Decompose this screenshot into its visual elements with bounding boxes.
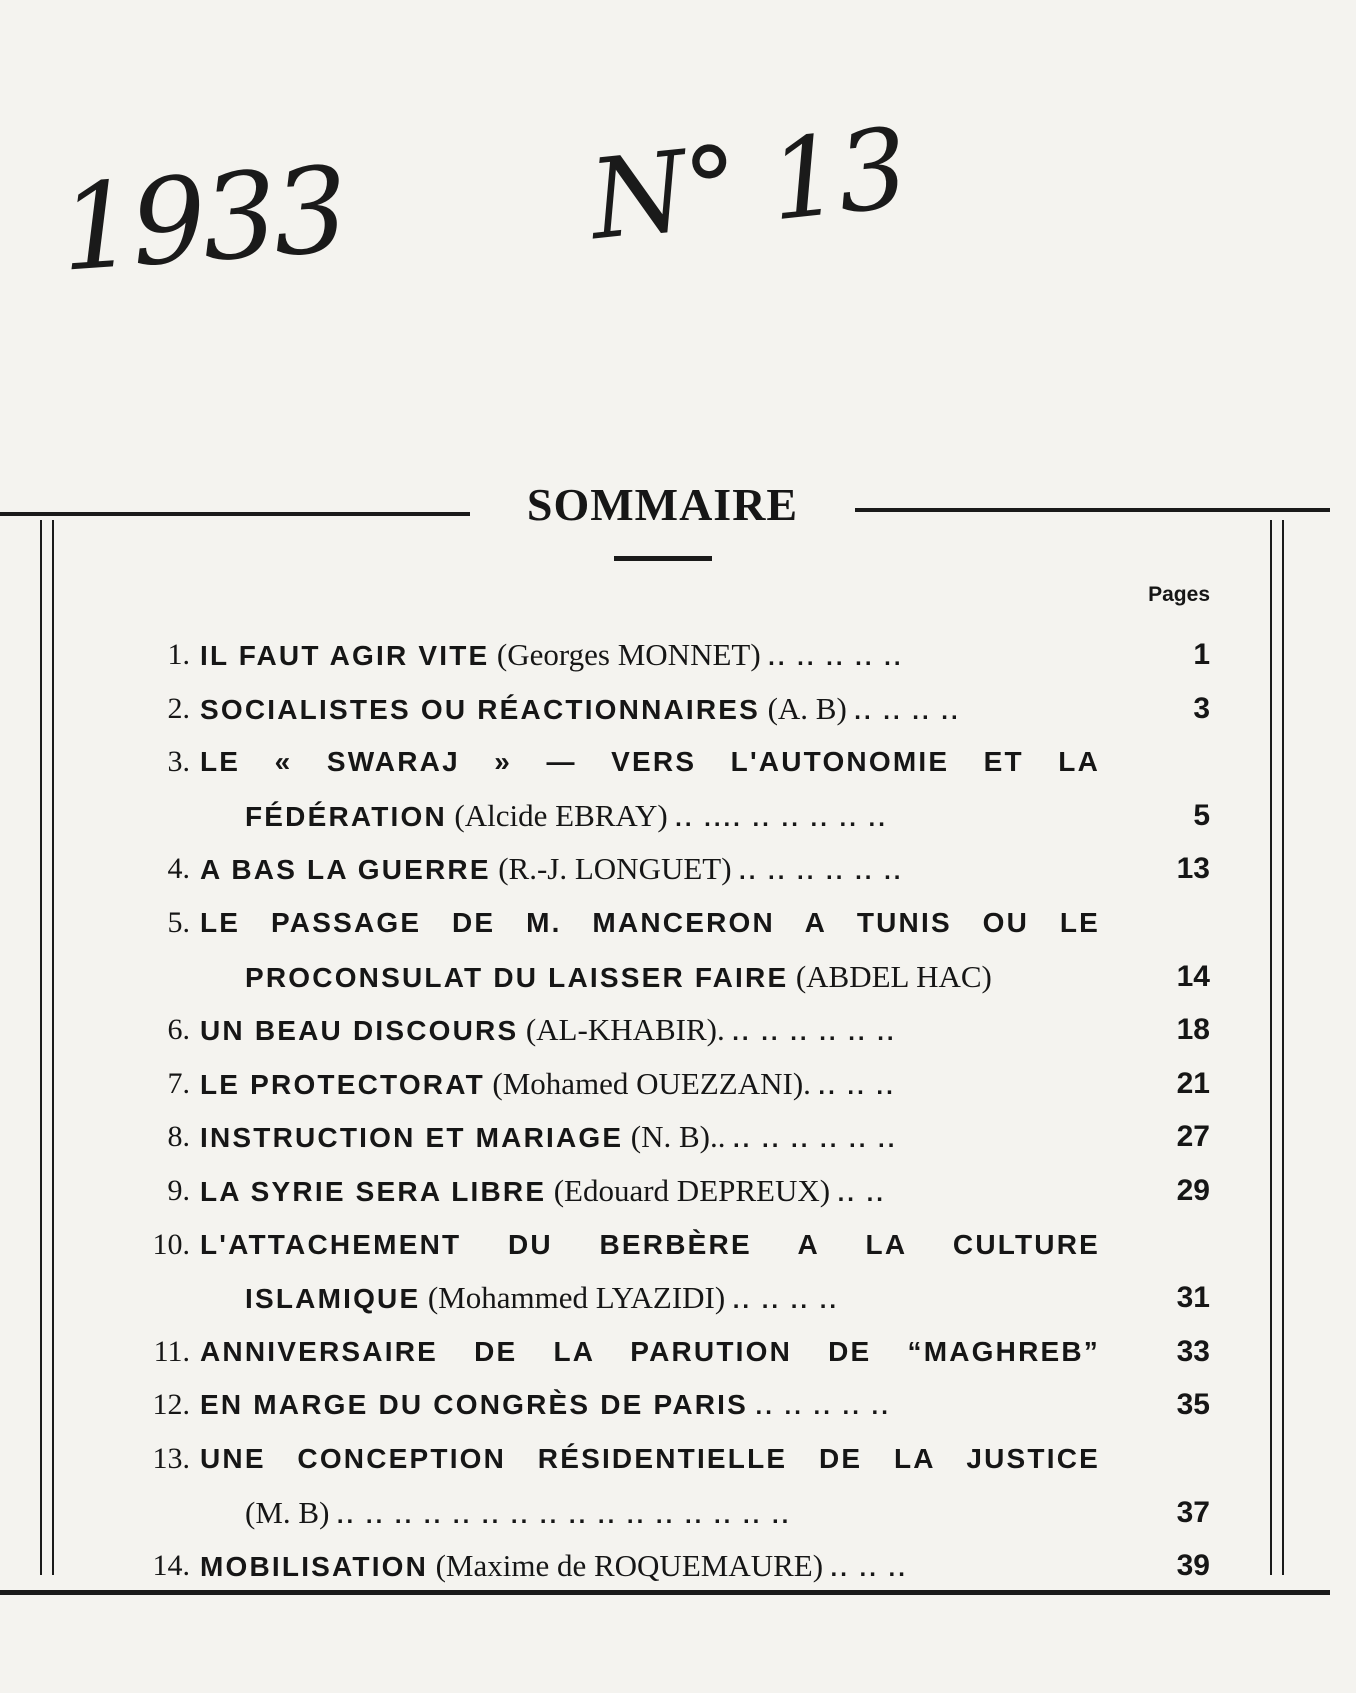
entry-body: [200, 628, 1100, 682]
left-border-outer: [40, 520, 42, 1575]
entry-number: 4.: [167, 852, 190, 886]
entry-number: 13.: [152, 1441, 190, 1475]
entry-body: [200, 896, 1100, 1003]
leader-dots: .. .. .. .. .. .. .. .. .. .. .. .. .. .. .. ..: [336, 1501, 792, 1529]
toc-entry: [120, 1110, 1210, 1164]
handwritten-year: 1933: [55, 140, 349, 298]
title-underline: [614, 556, 712, 561]
entry-body: [200, 1539, 1100, 1593]
table-of-contents: [120, 628, 1210, 1593]
entry-body: [200, 842, 1100, 896]
entry-page: 5: [1193, 798, 1210, 832]
entry-author: (Georges MONNET): [496, 637, 761, 672]
left-border-inner: [52, 520, 54, 1575]
entry-body: [200, 1378, 1100, 1432]
entry-title-line1: LE « SWARAJ » — VERS L'AUTONOMIE ET LA: [200, 746, 1100, 778]
entry-author: (N. B)..: [630, 1119, 726, 1155]
toc-entry: [120, 1378, 1210, 1432]
entry-body: [200, 1164, 1100, 1218]
entry-body: [200, 1325, 1100, 1379]
leader-dots: .. .. .. .. .. ..: [739, 858, 904, 886]
entry-page: 31: [1176, 1281, 1210, 1315]
leader-dots: .. .. .. .. ..: [768, 644, 904, 671]
entry-author: (A. B): [767, 690, 847, 726]
toc-entry: [120, 896, 1210, 1003]
entry-page: 27: [1176, 1120, 1210, 1154]
leader-dots: .. .. .. ..: [732, 1287, 840, 1315]
leader-dots: .. .... .. .. .. .. ..: [675, 804, 888, 832]
entry-number: 3.: [167, 745, 190, 779]
toc-entry: [120, 1218, 1210, 1325]
leader-dots: .. .. ..: [830, 1555, 908, 1583]
entry-page: 33: [1176, 1334, 1210, 1368]
entry-number: 1.: [167, 638, 190, 671]
entry-author: (Mohammed LYAZIDI): [427, 1280, 726, 1316]
entry-title-line1: LE PASSAGE DE M. MANCERON A TUNIS OU LE: [200, 906, 1100, 938]
entry-number: 2.: [167, 691, 190, 725]
entry-number: 9.: [167, 1173, 190, 1207]
entry-number: 7.: [167, 1066, 190, 1100]
entry-author: (Edouard DEPREUX): [553, 1172, 831, 1208]
entry-body: [200, 1432, 1100, 1539]
entry-author: (Mohamed OUEZZANI).: [492, 1065, 811, 1101]
leader-dots: .. .. .. .. ..: [755, 1393, 891, 1421]
entry-title: IL FAUT AGIR VITE: [200, 640, 490, 671]
entry-page: 1: [1193, 638, 1210, 671]
title-rule-right: [855, 508, 1330, 512]
entry-number: 10.: [152, 1227, 190, 1261]
leader-dots: .. .. .. ..: [854, 697, 961, 725]
toc-entry: [120, 735, 1210, 842]
entry-title-line2: FÉDÉRATION: [245, 800, 447, 832]
title-rule-left: [0, 512, 470, 516]
entry-author: (Maxime de ROQUEMAURE): [435, 1548, 824, 1584]
toc-entry: [120, 1003, 1210, 1057]
entry-number: 6.: [167, 1013, 190, 1047]
entry-page: 13: [1176, 852, 1210, 886]
entry-title: UN BEAU DISCOURS: [200, 1015, 519, 1047]
entry-page: 29: [1176, 1173, 1210, 1207]
entry-number: 12.: [152, 1388, 190, 1422]
entry-title: SOCIALISTES OU RÉACTIONNAIRES: [200, 693, 761, 725]
right-border-inner: [1270, 520, 1272, 1575]
leader-dots: .. ..: [837, 1179, 886, 1207]
entry-number: 14.: [152, 1549, 190, 1583]
entry-title: EN MARGE DU CONGRÈS DE PARIS: [200, 1389, 749, 1421]
entry-body: [200, 1218, 1100, 1325]
entry-page: 3: [1193, 691, 1210, 725]
entry-body: [200, 1110, 1100, 1164]
entry-title: LE PROTECTORAT: [200, 1068, 485, 1100]
entry-body: [200, 735, 1100, 842]
entry-page: 39: [1176, 1549, 1210, 1583]
entry-author: (R.-J. LONGUET): [498, 851, 732, 887]
entry-author: (M. B): [245, 1494, 330, 1530]
toc-entry: [120, 1057, 1210, 1111]
toc-entry: [120, 1164, 1210, 1218]
entry-title: ANNIVERSAIRE DE LA PARUTION DE “MAGHREB”: [200, 1335, 1100, 1367]
handwritten-issue-number: N° 13: [584, 103, 913, 265]
entry-page: 37: [1176, 1495, 1210, 1529]
entry-author: (AL-KHABIR).: [525, 1012, 725, 1048]
entry-author: (Alcide EBRAY): [454, 797, 668, 833]
right-border-outer: [1282, 520, 1284, 1575]
entry-page: 14: [1176, 959, 1210, 993]
entry-title-line2: ISLAMIQUE: [245, 1283, 421, 1315]
entry-page: 18: [1176, 1013, 1210, 1047]
entry-page: 35: [1176, 1388, 1210, 1422]
entry-title-line1: UNE CONCEPTION RÉSIDENTIELLE DE LA JUSTICE: [200, 1442, 1100, 1474]
entry-body: [200, 1057, 1100, 1111]
entry-number: 11.: [153, 1334, 190, 1368]
page-title: SOMMAIRE: [526, 479, 799, 530]
pages-column-label: Pages: [1148, 583, 1210, 606]
entry-number: 5.: [167, 905, 190, 939]
toc-entry: [120, 1432, 1210, 1539]
entry-author: (ABDEL HAC): [795, 958, 992, 994]
leader-dots: .. .. .. .. .. ..: [732, 1019, 897, 1047]
toc-entry: [120, 1539, 1210, 1593]
entry-body: [200, 682, 1100, 736]
toc-entry: [120, 842, 1210, 896]
entry-title: LA SYRIE SERA LIBRE: [200, 1175, 547, 1207]
entry-page: 21: [1176, 1066, 1210, 1100]
entry-title-line1: L'ATTACHEMENT DU BERBÈRE A LA CULTURE: [200, 1228, 1100, 1260]
entry-body: [200, 1003, 1100, 1057]
toc-entry: [120, 682, 1210, 736]
entry-title: A BAS LA GUERRE: [200, 854, 491, 886]
entry-number: 8.: [167, 1120, 190, 1154]
entry-title: MOBILISATION: [200, 1551, 429, 1583]
toc-entry: [120, 1325, 1210, 1379]
toc-entry: [120, 628, 1210, 682]
leader-dots: .. .. ..: [818, 1072, 896, 1100]
entry-title: INSTRUCTION ET MARIAGE: [200, 1122, 624, 1154]
leader-dots: .. .. .. .. .. ..: [733, 1126, 898, 1154]
entry-title-line2: PROCONSULAT DU LAISSER FAIRE: [245, 961, 789, 993]
